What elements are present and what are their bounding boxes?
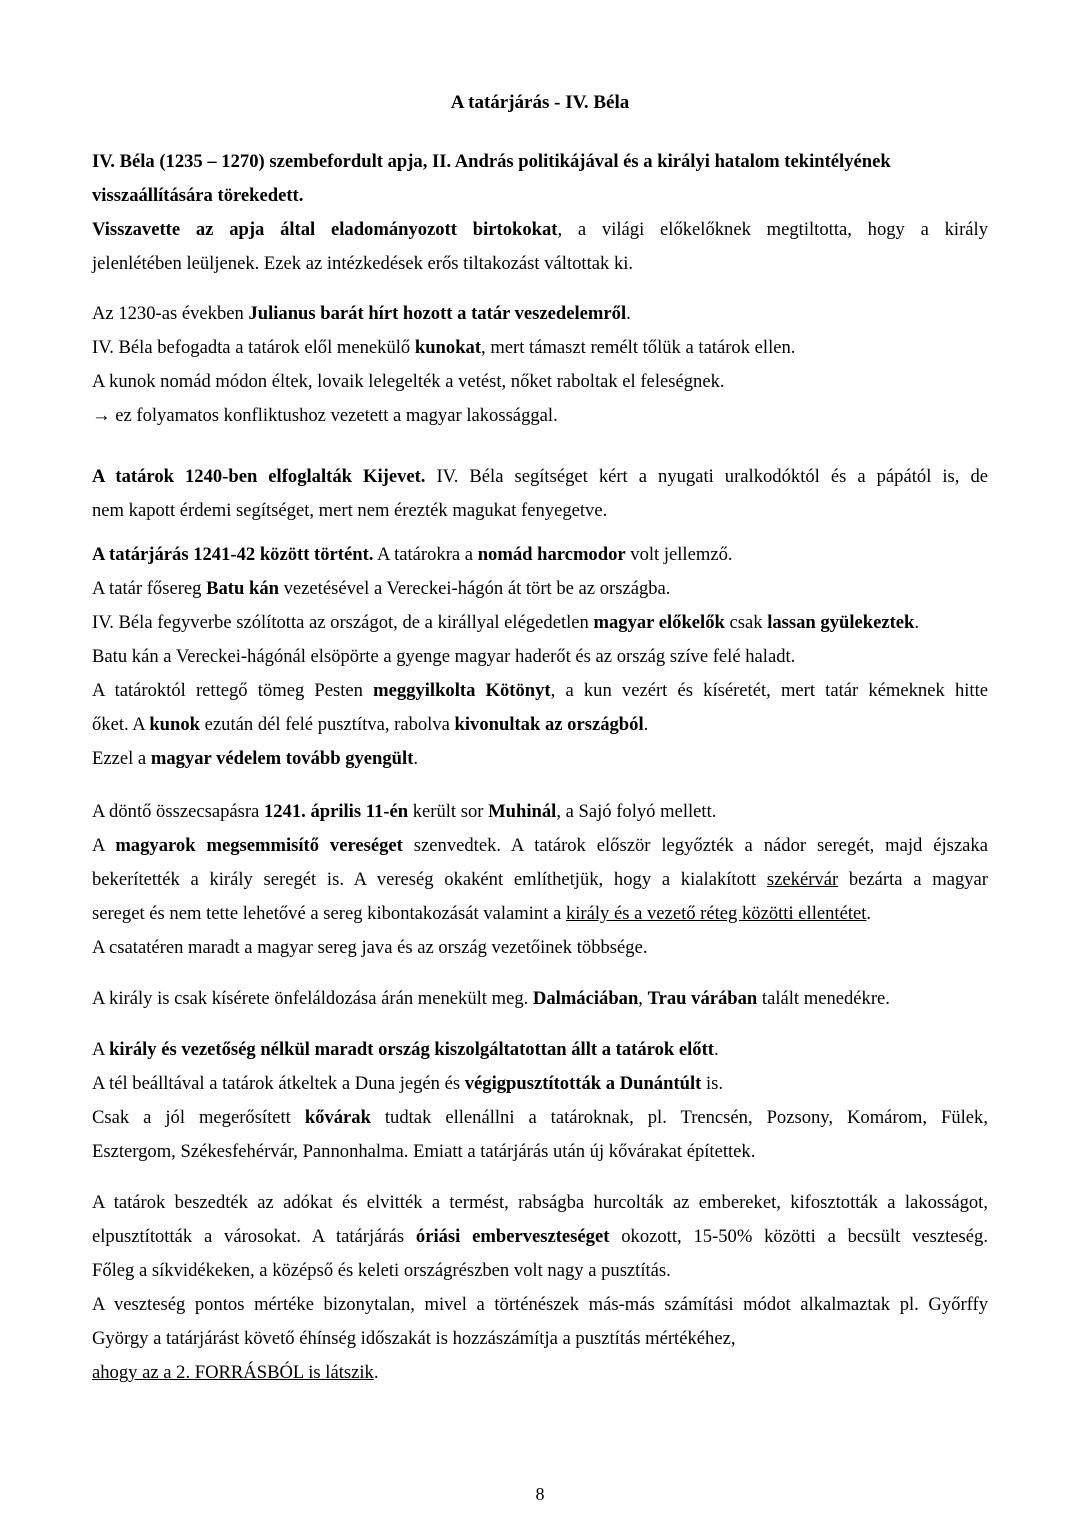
paragraph-dunantul xyxy=(92,1033,988,1169)
text-line xyxy=(92,460,988,494)
text-span: . xyxy=(413,748,419,769)
bold-text: visszaállítására törekedett. xyxy=(92,185,304,206)
bold-text: kivonultak az országból xyxy=(454,714,644,735)
underlined-text: szekérvár xyxy=(766,869,839,890)
text-line xyxy=(92,931,988,965)
text-span: bezárta a magyar xyxy=(838,869,988,890)
text-span: A tatárokra a xyxy=(373,544,478,565)
text-span: Ezzel a xyxy=(92,748,151,769)
text-span: volt jellemző. xyxy=(625,544,733,565)
text-span: ezután dél felé pusztítva, rabolva xyxy=(200,714,455,735)
text-span: A király is csak kísérete önfeláldozása árán menekült meg. xyxy=(92,988,533,1009)
text-line xyxy=(92,297,988,331)
text-span: A csatatéren maradt a magyar sereg java és az ország vezetőinek többsége. xyxy=(92,937,648,958)
bold-text: király és vezetőség nélkül maradt ország kiszolgáltatottan állt a tatárok előtt xyxy=(109,1039,714,1060)
paragraph-muhi xyxy=(92,795,988,965)
paragraph-tatarjaras xyxy=(92,538,988,776)
text-span: Csak a jól megerősített xyxy=(92,1107,305,1128)
text-line xyxy=(92,494,988,528)
text-span: okozott, 15-50% közötti a becsült veszteség. xyxy=(609,1226,988,1247)
text-span: . xyxy=(373,1362,379,1383)
text-line xyxy=(92,1033,988,1067)
text-line xyxy=(92,742,988,776)
bold-text: végigpusztították a Dunántúlt xyxy=(464,1073,702,1094)
text-line xyxy=(92,179,988,213)
text-span: . xyxy=(713,1039,719,1060)
text-span: Batu kán a Vereckei-hágónál elsöpörte a gyenge magyar haderőt és az ország szíve felé haladt. xyxy=(92,646,796,667)
text-span: György a tatárjárást követő éhínség időszakát is hozzászámítja a pusztítás mértékéhez, xyxy=(92,1328,736,1349)
text-line xyxy=(92,1186,988,1220)
text-span: ez folyamatos konfliktushoz vezetett a magyar lakossággal. xyxy=(110,405,558,426)
text-line xyxy=(92,897,988,931)
text-line xyxy=(92,1288,988,1322)
text-span: jelenlétében leüljenek. Ezek az intézkedések erős tiltakozást váltottak ki. xyxy=(92,253,634,274)
text-line xyxy=(92,708,988,742)
bold-text: A tatárjárás 1241-42 között történt. xyxy=(92,544,374,565)
bold-text: Muhinál xyxy=(488,801,557,822)
bold-text: Julianus barát hírt hozott a tatár veszedelemről xyxy=(248,303,627,324)
text-line xyxy=(92,213,988,247)
text-span: Főleg a síkvidékeken, a középső és keleti országrészben volt nagy a pusztítás. xyxy=(92,1260,671,1281)
bold-text: kunok xyxy=(149,714,201,735)
page-number: 8 xyxy=(535,1484,545,1504)
bold-text: kunokat xyxy=(414,337,482,358)
text-line xyxy=(92,1067,988,1101)
bold-text: kővárak xyxy=(304,1107,371,1128)
paragraph-vesztesegek xyxy=(92,1186,988,1390)
text-span: elpusztították a városokat. A tatárjárás xyxy=(92,1226,416,1247)
bold-text: lassan gyülekeztek xyxy=(767,612,915,633)
text-span: bekerítették a király seregét is. A vereség okaként említhetjük, hogy a kialakított xyxy=(92,869,767,890)
bold-text: meggyilkolta Kötönyt xyxy=(373,680,551,701)
text-span: IV. Béla fegyverbe szólította az országot, de a királlyal elégedetlen xyxy=(92,612,594,633)
text-span: Az 1230-as években xyxy=(92,303,249,324)
bold-text: 1241. április 11-én xyxy=(263,801,409,822)
text-span: , a kun vezért és kíséretét, mert tatár kémeknek hitte xyxy=(550,680,988,701)
paragraph-julianus xyxy=(92,297,988,433)
text-line xyxy=(92,1356,988,1390)
bold-text: IV. Béla (1235 – 1270) szembefordult apja, II. András politikájával és a királyi hatalom tekintélyének xyxy=(92,151,891,172)
text-line xyxy=(92,572,988,606)
text-line xyxy=(92,538,988,572)
text-line xyxy=(92,331,988,365)
paragraph-menekules xyxy=(92,982,988,1016)
text-span: tudtak ellenállni a tatároknak, pl. Trencsén, Pozsony, Komárom, Fülek, xyxy=(370,1107,988,1128)
paragraph-intro xyxy=(92,145,988,281)
bold-text: magyarok megsemmisítő vereséget xyxy=(115,835,403,856)
text-span: . xyxy=(914,612,920,633)
bold-text: Trau várában xyxy=(647,988,758,1009)
text-span: . xyxy=(866,903,872,924)
text-line xyxy=(92,399,988,433)
text-span: . xyxy=(626,303,631,324)
bold-text: óriási emberveszteséget xyxy=(415,1226,610,1247)
bold-text: Dalmáciában xyxy=(532,988,639,1009)
text-span: , xyxy=(638,988,648,1009)
bold-text: magyar előkelők xyxy=(593,612,725,633)
text-line xyxy=(92,1135,988,1169)
text-span: A kunok nomád módon éltek, lovaik lelegelték a vetést, nőket raboltak el feleségnek. xyxy=(92,371,725,392)
text-span: . xyxy=(643,714,649,735)
text-span: szenvedtek. A tatárok először legyőzték a nádor seregét, majd éjszaka xyxy=(402,835,988,856)
text-span: vezetésével a Vereckei-hágón át tört be az országba. xyxy=(278,578,671,599)
bold-text: magyar védelem tovább gyengült xyxy=(150,748,414,769)
text-span: őket. A xyxy=(92,714,150,735)
text-line xyxy=(92,606,988,640)
text-span: A xyxy=(92,1039,110,1060)
text-line xyxy=(92,145,988,179)
text-span: A döntő összecsapásra xyxy=(92,801,264,822)
text-span: , a Sajó folyó mellett. xyxy=(556,801,717,822)
text-line xyxy=(92,247,988,281)
text-span: A tatároktól rettegő tömeg Pesten xyxy=(92,680,374,701)
text-span: A xyxy=(92,835,116,856)
text-line xyxy=(92,829,988,863)
text-span: IV. Béla befogadta a tatárok elől menekülő xyxy=(92,337,415,358)
text-span: nem kapott érdemi segítséget, mert nem érezték magukat fenyegetve. xyxy=(92,500,608,521)
text-span: sereget és nem tette lehetővé a sereg kibontakozását valamint a xyxy=(92,903,566,924)
bold-text: A tatárok 1240-ben elfoglalták Kijevet. xyxy=(92,466,426,487)
text-span: is. xyxy=(701,1073,724,1094)
bold-text: Visszavette az apja által eladományozott birtokokat xyxy=(92,219,558,240)
underlined-text: ahogy az a 2. FORRÁSBÓL is látszik xyxy=(92,1362,374,1383)
text-line xyxy=(92,1220,988,1254)
arrow-icon: → xyxy=(92,405,111,426)
page-title: A tatárjárás - IV. Béla xyxy=(450,92,630,113)
text-line xyxy=(92,982,988,1016)
text-line xyxy=(92,863,988,897)
text-span: , a világi előkelőknek megtiltotta, hogy a király xyxy=(557,219,988,240)
text-span: A tatár fősereg xyxy=(92,578,207,599)
text-line xyxy=(92,365,988,399)
text-line xyxy=(92,1101,988,1135)
underlined-text: király és a vezető réteg közötti ellentétet xyxy=(565,903,867,924)
text-span: A veszteség pontos mértéke bizonytalan, mivel a történészek más-más számítási módot alkalmaztak pl. Győrffy xyxy=(92,1294,988,1315)
text-span: talált menedékre. xyxy=(757,988,890,1009)
bold-text: nomád harcmodor xyxy=(477,544,626,565)
text-span: , mert támaszt remélt tőlük a tatárok ellen. xyxy=(481,337,796,358)
text-line xyxy=(92,795,988,829)
text-span: Esztergom, Székesfehérvár, Pannonhalma. Emiatt a tatárjárás után új kővárakat építettek. xyxy=(92,1141,756,1162)
text-span: A tatárok beszedték az adókat és elvitték a termést, rabságba hurcolták az embereket, kifosztották a lakosságot, xyxy=(92,1192,988,1213)
text-line xyxy=(92,1254,988,1288)
text-span: IV. Béla segítséget kért a nyugati uralkodóktól és a pápától is, de xyxy=(425,466,988,487)
text-line xyxy=(92,1322,988,1356)
paragraph-kijev xyxy=(92,460,988,528)
text-span: A tél beálltával a tatárok átkeltek a Duna jegén és xyxy=(92,1073,465,1094)
text-line xyxy=(92,674,988,708)
bold-text: Batu kán xyxy=(206,578,279,599)
text-span: került sor xyxy=(408,801,489,822)
text-line xyxy=(92,640,988,674)
text-span: csak xyxy=(724,612,768,633)
